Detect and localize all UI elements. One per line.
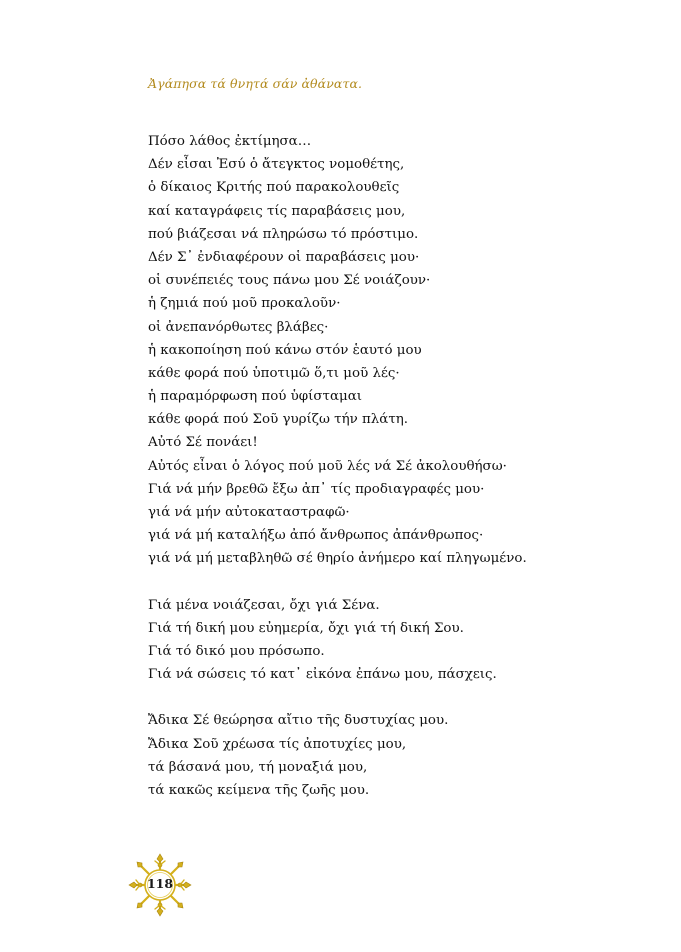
page-number-ornament [127,852,193,918]
poem-line: Γιά τό δικό μου πρόσωπο. [148,643,325,659]
chapter-title: Ἀγάπησα τά θνητά σάν ἀθάνατα. [148,76,363,91]
poem-line: ἡ κακοποίηση πού κάνω στόν ἑαυτό μου [148,342,422,358]
poem-line: Πόσο λάθος ἐκτίμησα… [148,134,312,149]
poem-line: τά βάσανά μου, τή μοναξιά μου, [148,759,368,775]
poem-line: Δέν Σ᾿ ἐνδιαφέρουν οἱ παραβάσεις μου· [148,249,420,265]
poem-line: Ἄδικα Σοῦ χρέωσα τίς ἀποτυχίες μου, [148,736,407,752]
stanza-2 [148,594,648,687]
poem-line: Γιά νά σώσεις τό κατ᾿ εἰκόνα ἐπάνω μου, πάσχεις. [148,667,497,683]
poem-line: Γιά μένα νοιάζεσαι, ὄχι γιά Σένα. [148,597,380,613]
poem-line: γιά νά μή καταλήξω ἀπό ἄνθρωπος ἀπάνθρωπος· [148,528,484,544]
poem-body [148,130,648,802]
poem-line: πού βιάζεσαι νά πληρώσω τό πρόστιμο. [148,226,419,242]
poem-line: Γιά νά μήν βρεθῶ ἔξω ἀπ᾿ τίς προδιαγραφές μου· [148,481,485,497]
page-number: 118 [146,876,174,891]
stanza-1 [148,130,648,571]
poem-line: γιά νά μήν αὐτοκαταστραφῶ· [148,505,350,520]
poem-line: καί καταγράφεις τίς παραβάσεις μου, [148,203,406,219]
poem-line: ἡ ζημιά πού μοῦ προκαλοῦν· [148,296,341,312]
poem-line: Ἄδικα Σέ θεώρησα αἴτιο τῆς δυστυχίας μου. [148,713,449,729]
poem-line: Αὐτό Σέ πονάει! [148,435,258,451]
poem-line: οἱ συνέπειές τους πάνω μου Σέ νοιάζουν· [148,273,431,289]
poem-line: ὁ δίκαιος Κριτής πού παρακολουθεῖς [148,180,400,196]
poem-line: γιά νά μή μεταβληθῶ σέ θηρίο ἀνήμερο καί πληγωμένο. [148,551,527,567]
poem-line: οἱ ἀνεπανόρθωτες βλάβες· [148,319,329,335]
poem-line: Δέν εἶσαι Ἐσύ ὁ ἄτεγκτος νομοθέτης, [148,157,405,173]
stanza-3 [148,709,648,802]
poem-line: κάθε φορά πού ὑποτιμῶ ὅ,τι μοῦ λές· [148,365,400,381]
poem-line: τά κακῶς κείμενα τῆς ζωῆς μου. [148,782,370,798]
poem-line: κάθε φορά πού Σοῦ γυρίζω τήν πλάτη. [148,412,409,428]
poem-line: Αὐτός εἶναι ὁ λόγος πού μοῦ λές νά Σέ ἀκολουθήσω· [148,458,507,474]
poem-line: ἡ παραμόρφωση πού ὑφίσταμαι [148,389,363,405]
poem-line: Γιά τή δική μου εὐημερία, ὄχι γιά τή δική Σου. [148,620,464,636]
